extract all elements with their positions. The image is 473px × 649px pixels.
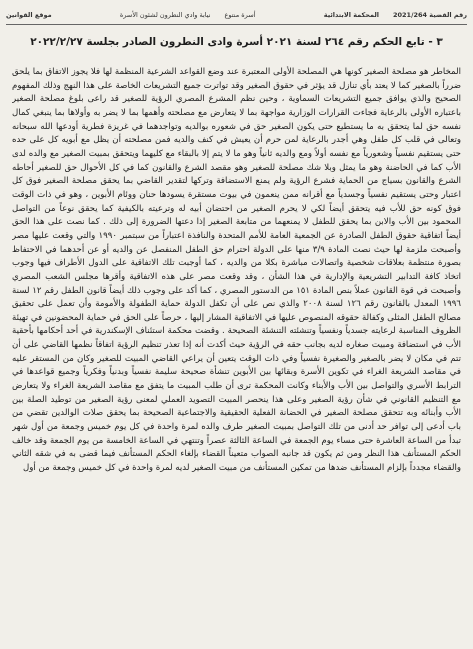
header-district: نيابة وادي النطرون لشئون الأسرة xyxy=(119,11,211,19)
header-court: المحكمة الابتدائية xyxy=(323,11,379,19)
header-divider xyxy=(6,24,467,25)
document-title: ٣ - تابع الحكم رقم ٢٦٤ لسنة ٢٠٢١ أسرة وادى النطرون الصادر بجلسة ٢٠٢٢/٢/٢٧ xyxy=(30,36,443,48)
header-middle-group xyxy=(120,11,256,19)
body-text: المخاطر هو مصلحة الصغير كونها هي المصلحة الأولى المعتبرة عند وضع القواعد الشرعية المنظمة لها فلا يجوز الاتفاق بما يلحق ضرراً بالصغير كما لا يعتد بأي تنازل قد يؤثر في حقوق الصغير وقد تواترت جميع التشريعات الخاصة على هذا النهج وذلك المفهوم الصحيح والذي يوافق جميع التشريعات السماوية ، وحين نظم المشرع المصري الرؤية للصغير قد راعى بلوغ مصلحة الصغير باعتباره الأولى بالرعاية فجاءت القرارات الوزارية مواجهة بما لا يتعارض مع مصلحته وأهمها بما لا يضر به وأولاها بما ينبغي كمال نفسه حق لما يتحقق به ما يستطيع حتى يكون الصغير حق في شعوره بوالديه وتواجدهما في غريزة فطرية أودعها الله سبحانه وتعالى في قلب كل طفل وهي أجدر بالرعاية لمن حرم أن يعيش في كنف والديه فمن مصلحته أن يظل مع أبويه كل على حده حتى يستقيم نفسياً وشعورياً مع نفسه أولاً ومع والديه ثانياً وهو ما لا يتم إلا بالبقاء مع كليهما ويتحقق بمبيت الصغير مع والده لدى الأب كما في الحاضنة وهو ما يمثل وبلا شك مصلحة للصغير وهو مقصد الشرع والقانون كما في كل الأحوال حق للصغير أحاطه الشرع والقانون بسياج من الحماية فشرع الرؤية ولم يمنع الاستضافة وتركها لتقدير القاضي بما يحقق مصلحة الصغير فوق كل اعتبار وحتى يستقيم نفسياً وجسدياً مع أقرانه ممن ينعمون في بيوت مستقرة يسودها حنان ووئام الأبوين ، وهو في ذات الوقت فوق كونه حق للأب فيه يتحقق أيضاً لكي لا يحرم الصغير من احتضان أبيه له وترعيته بالكيفية كما يحقق نوعاً من التواصل المحمود بين الأب والابن بما يحقق للطفل لا يمنعهما من متابعة الصغير إذا دعتها الضرورة إلى ذلك . كما نصت على هذا الحق أيضاً اتفاقية حقوق الطفل الصادرة عن الجمعية العامة للأمم المتحدة والنافذة اعتباراً من سبتمبر ١٩٩٠ والتي وقعت عليها مصر وأصبحت ملزمة لها حيث نصت المادة ٣/٩ منها على الدولة احترام حق الطفل المنفصل عن والديه أو عن أحدهما في الاحتفاظ بصورة منتظمة بعلاقات شخصية واتصالات مباشرة بكلا من والديه ، كما أوجبت تلك الاتفاقية على الدول الأطراف فيها وجوب اتخاذ كافة التدابير التشريعية والإدارية في هذا الشأن ، وقد وقعت مصر على هذه الاتفاقية وأقرها مجلس الشعب المصري وأصبحت في قوة القانون عملاً بنص المادة ١٥١ من الدستور المصري ، كما أكد على وجوب ذلك أيضاً قانون الطفل رقم ١٢ لسنة ١٩٩٦ المعدل بالقانون رقم ١٢٦ لسنة ٢٠٠٨ والذي نص على أن تكفل الدولة حماية الطفولة والأمومة وأن تعمل على تحقيق مصالح الطفل المثلى وكفالة حقوقه المنصوص عليها في الاتفاقية المشار إليها ، حرصاً على الحق في حماية المحضونين في تهيئة الظروف المناسبة لرعايته جسدياً ونفسياً وتنشئته التنشئة الصحيحة . وقضت محكمة استئناف الإسكندرية في أحد أحكامها بأحقية الأب في استضافة ومبيت صغاره لديه بجانب حقه في الرؤية حيث أكدت أنه إذا تعذر تنظيم الرؤية اتفاقاً نظمها القاضي على أن تتم في مكان لا يضر بالصغير والصغيرة نفسياً وفي ذات الوقت يتعين أن يراعي القاضي المبيت للصغير وكان من المستقر عليه في مقاصد الشريعة الغراء في تكوين الأسرة وبقائها بين الأبوين تنشأة صحيحة سليمة نفسياً وبدنياً وفكرياً وجميع قواعدها في الترابط الأسري والتواصل بين الأب والأبناء وكانت المحكمة ترى أن طلب المبيت ما يتفق مع مقاصد الشريعة الغراء ولا يتعارض مع التنظيم القانوني في شأن رؤية الصغير وعلى هذا ينحصر المبيت التصويد العملي لمعنى رؤية الصغير من توطيد الصلة بين الأب وأبنائه وبه تتحقق مصلحة الصغير في الحضانة الفعلية الحقيقية والاجتماعية الصحيحة بما يحقق صلات الوالدين تقضي من باب أدعى إلى توافر حد أدنى من تلك التواصل بمبيت الصغير طرف والده لمرة واحدة في كل يوم خميس وجمعة من أول شهر تبدأ من الساعة العاشرة حتى مساء يوم الجمعة في الساعة الثالثة عصراً وتنتهي في الساعة الخامسة من يوم الجمعة وقد خالف الحكم المستأنف هذا النظر ومن ثم يكون قد جانبه الصواب متعيناً القضاء بإلغاء الحكم المستأنف فيما قضى به في شقه الثاني والقضاء مجدداً بإلزام المستأنف ضدها من تمكين المستأنف من مبيت الصغير لديه لمرة واحدة في كل خميس وجمعة من أول xyxy=(12,67,461,474)
header-left-group xyxy=(6,11,52,19)
header-office: أسرة منتوع xyxy=(224,11,256,19)
page-header xyxy=(6,8,467,22)
header-right-group xyxy=(324,11,467,19)
document-body xyxy=(12,66,461,641)
header-site: موقع القوانين xyxy=(6,11,52,19)
header-case-number: رقم القضية 2021/264 xyxy=(392,11,467,19)
